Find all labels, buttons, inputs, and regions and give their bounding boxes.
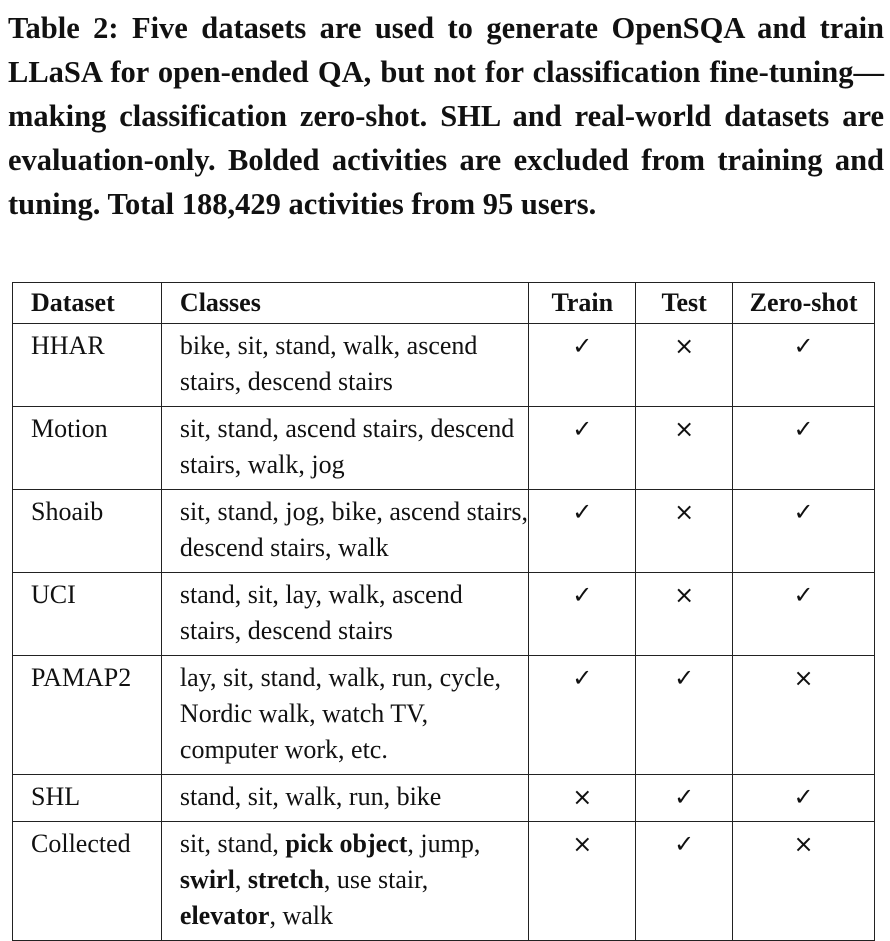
dataset-classes [161,407,528,490]
excluded-activity: pick object [285,829,408,858]
zero-shot-mark-cell [733,573,875,656]
cross-icon: × [572,830,593,858]
train-mark-cell [529,822,636,941]
caption-label: Table 2: [8,11,119,45]
zero-shot-mark-cell [733,656,875,775]
table-body [13,324,875,941]
dataset-name: Motion [13,407,162,490]
zero-shot-mark-cell [733,407,875,490]
train-mark-cell [529,573,636,656]
zero-shot-mark-cell [733,775,875,822]
check-icon: ✓ [572,415,593,443]
dataset-classes [161,822,528,941]
activity-text: stand, sit, walk, run, bike [179,782,442,811]
check-icon: ✓ [793,498,814,526]
cross-icon: × [572,783,593,811]
check-icon: ✓ [793,581,814,609]
header-classes: Classes [161,283,528,324]
activity-text: lay, sit, stand, walk, run, cycle, Nordic walk, watch TV, computer work, etc. [179,663,501,764]
table-row [13,324,875,407]
dataset-name: SHL [13,775,162,822]
activity-text: , jump, [407,829,481,858]
train-mark-cell [529,490,636,573]
caption-text: Five datasets are used to generate OpenSQA and train LLaSA for open-ended QA, but not for classification fine-tuning—making classification zero-shot. SHL and real-world datasets are evaluation-only. Bolded activities are excluded from training and tuning. Total 188,429 activities from 95 users. [8,11,885,221]
excluded-activity: swirl [179,865,235,894]
header-dataset: Dataset [13,283,162,324]
table-header-row [13,283,875,324]
check-icon: ✓ [793,783,814,811]
dataset-classes [161,490,528,573]
cross-icon: × [674,498,695,526]
header-zero-shot: Zero-shot [733,283,875,324]
table-row [13,407,875,490]
header-test: Test [636,283,733,324]
test-mark-cell [636,490,733,573]
train-mark-cell [529,775,636,822]
table-caption [8,6,884,226]
activity-text: , walk [269,901,333,930]
check-icon: ✓ [793,415,814,443]
dataset-classes [161,656,528,775]
table-row [13,573,875,656]
test-mark-cell [636,656,733,775]
check-icon: ✓ [674,830,695,858]
zero-shot-mark-cell [733,324,875,407]
test-mark-cell [636,822,733,941]
zero-shot-mark-cell [733,822,875,941]
test-mark-cell [636,407,733,490]
table-row [13,656,875,775]
activity-text: sit, stand, jog, bike, ascend stairs, descend stairs, walk [179,497,528,562]
activity-text: bike, sit, stand, walk, ascend stairs, descend stairs [179,331,478,396]
dataset-name: HHAR [13,324,162,407]
test-mark-cell [636,324,733,407]
excluded-activity: stretch [247,865,324,894]
train-mark-cell [529,324,636,407]
test-mark-cell [636,775,733,822]
activity-text: stand, sit, lay, walk, ascend stairs, descend stairs [179,580,463,645]
activity-text: , [234,865,248,894]
header-train: Train [529,283,636,324]
check-icon: ✓ [572,581,593,609]
activity-text: , use stair, [323,865,429,894]
table-row [13,775,875,822]
check-icon: ✓ [674,664,695,692]
table-row [13,822,875,941]
activity-text: sit, stand, ascend stairs, descend stairs, walk, jog [179,414,515,479]
zero-shot-mark-cell [733,490,875,573]
cross-icon: × [793,830,814,858]
cross-icon: × [793,664,814,692]
train-mark-cell [529,407,636,490]
check-icon: ✓ [793,332,814,360]
check-icon: ✓ [572,498,593,526]
check-icon: ✓ [674,783,695,811]
excluded-activity: elevator [179,901,270,930]
cross-icon: × [674,581,695,609]
dataset-name: Collected [13,822,162,941]
dataset-name: Shoaib [13,490,162,573]
activity-text: sit, stand, [179,829,286,858]
train-mark-cell [529,656,636,775]
check-icon: ✓ [572,332,593,360]
datasets-table [12,282,875,941]
check-icon: ✓ [572,664,593,692]
dataset-name: UCI [13,573,162,656]
dataset-classes [161,573,528,656]
dataset-classes [161,324,528,407]
table-row [13,490,875,573]
dataset-classes [161,775,528,822]
cross-icon: × [674,415,695,443]
cross-icon: × [674,332,695,360]
test-mark-cell [636,573,733,656]
dataset-name: PAMAP2 [13,656,162,775]
